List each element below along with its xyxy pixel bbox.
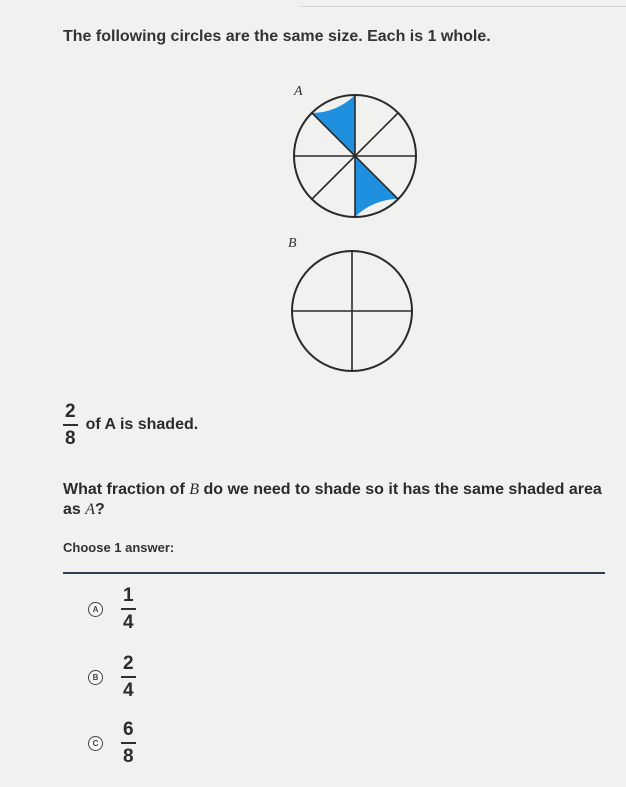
question-variable-a: A — [85, 501, 96, 518]
option-b-fraction — [121, 654, 136, 700]
answer-divider — [63, 572, 605, 574]
radio-b[interactable]: B — [88, 670, 103, 685]
option-c-numerator: 6 — [123, 719, 134, 740]
question-variable-b: B — [189, 481, 199, 498]
question-part-1: What fraction of — [63, 481, 190, 498]
option-a-numerator: 1 — [123, 585, 134, 606]
radio-a[interactable]: A — [88, 602, 103, 617]
statement-numerator: 2 — [65, 401, 76, 422]
shaded-statement — [63, 402, 198, 448]
statement-denominator: 8 — [63, 424, 78, 448]
circle-b-label: B — [288, 236, 297, 251]
option-c-fraction — [121, 720, 136, 766]
circle-b — [289, 248, 415, 374]
circle-a-shaded-sector-2 — [355, 156, 398, 217]
circle-a — [290, 92, 420, 220]
question-part-3: ? — [95, 501, 105, 518]
answer-option-c[interactable] — [88, 720, 136, 766]
option-b-numerator: 2 — [123, 653, 134, 674]
question-text — [63, 480, 623, 520]
statement-text: of A is shaded. — [85, 416, 199, 433]
radio-c[interactable]: C — [88, 736, 103, 751]
answer-option-a[interactable] — [88, 586, 136, 632]
option-a-denominator: 4 — [121, 608, 136, 632]
top-divider — [300, 6, 626, 7]
option-a-fraction — [121, 586, 136, 632]
choose-answer-label: Choose 1 answer: — [63, 540, 175, 555]
intro-text: The following circles are the same size. Each is 1 whole. — [63, 28, 491, 45]
circle-a-shaded-sector-1 — [312, 95, 355, 156]
option-b-denominator: 4 — [121, 676, 136, 700]
question-part-2: do we need to shade so it has the same shaded area as — [63, 481, 602, 518]
answer-option-b[interactable] — [88, 654, 136, 700]
statement-fraction — [63, 402, 78, 448]
circle-a-label: A — [294, 84, 303, 99]
option-c-denominator: 8 — [121, 742, 136, 766]
